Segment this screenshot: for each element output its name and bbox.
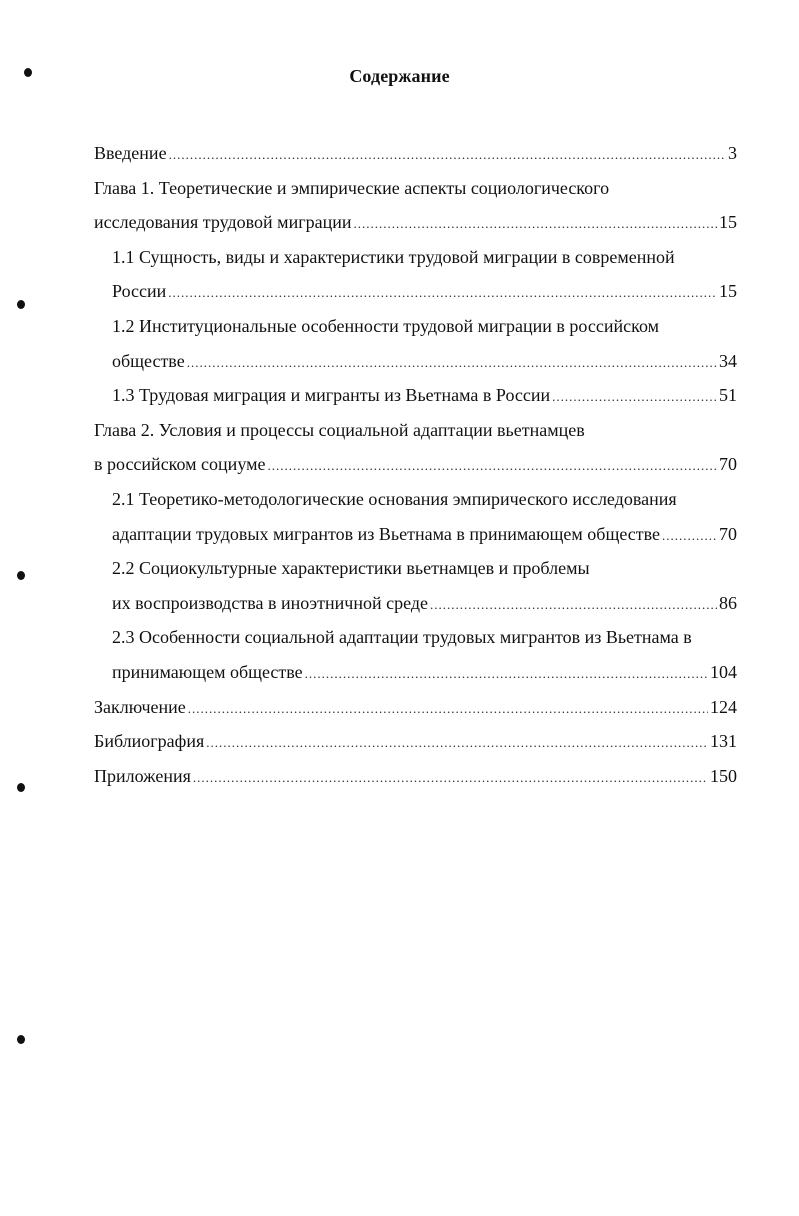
toc-entry-text: в российском социуме [94,454,266,475]
toc-entry-section-2-3-line: 2.3 Особенности социальной адаптации трудовых мигрантов из Вьетнама в [112,627,692,648]
toc-entry-section-2-2 [94,586,737,621]
toc-entry-text: Заключение [94,696,186,717]
toc-entry-text: 1.3 Трудовая миграция и мигранты из Вьетнама в России [112,385,551,406]
toc-page-number: 34 [719,350,737,371]
table-of-contents [94,136,737,793]
toc-entry-section-2-3 [94,655,737,690]
dot-leader [188,692,708,727]
toc-page-number: 15 [719,281,737,302]
toc-page-number: 131 [710,731,737,752]
toc-entry-chapter-1-line: Глава 1. Теоретические и эмпирические аспекты социологического [94,177,610,198]
toc-entry-text: Библиография [94,731,205,752]
toc-entry-bibliography [94,724,737,759]
toc-entry-chapter-1 [94,205,737,240]
toc-entry-text: принимающем обществе [112,661,303,682]
toc-entry-chapter-2 [94,447,737,482]
dot-leader [187,346,717,381]
toc-page-number: 104 [710,661,737,682]
toc-entry-section-2-2-line: 2.2 Социокультурные характеристики вьетнамцев и проблемы [112,558,590,579]
toc-entry-section-1-1 [94,274,737,309]
dot-leader [662,519,717,554]
dot-leader [353,207,717,242]
toc-entry-text: адаптации трудовых мигрантов из Вьетнама в принимающем обществе [112,523,660,544]
dot-leader [168,276,717,311]
binding-hole-mark [17,783,25,792]
toc-entry-text: обществе [112,350,185,371]
binding-hole-mark [17,1035,25,1044]
toc-entry-section-1-1-line: 1.1 Сущность, виды и характеристики трудовой миграции в современной [112,246,675,267]
toc-entry-appendices [94,759,737,794]
toc-page-number: 86 [719,592,737,613]
dot-leader [430,588,717,623]
binding-hole-mark [17,571,25,580]
toc-entry-section-2-1-line: 2.1 Теоретико-методологические основания эмпирического исследования [112,488,677,509]
dot-leader [193,761,708,796]
toc-entry-text: России [112,281,167,302]
toc-entry-text: исследования трудовой миграции [94,212,352,233]
toc-page-number: 51 [719,385,737,406]
dot-leader [305,657,708,692]
toc-entry-conclusion [94,690,737,725]
toc-entry-section-1-3 [94,378,737,413]
dot-leader [267,449,717,484]
dot-leader [552,380,717,415]
binding-hole-mark [17,300,25,309]
toc-entry-introduction [94,136,737,171]
toc-page-number: 3 [728,143,737,163]
toc-page-number: 70 [719,523,737,544]
toc-entry-section-1-2 [94,344,737,379]
toc-entry-section-2-1 [94,517,737,552]
toc-page-number: 124 [710,696,737,717]
toc-entry-text: Приложения [94,765,191,786]
toc-page-number: 150 [710,765,737,786]
toc-page-number: 15 [719,212,737,233]
toc-entry-text: Введение [94,143,167,163]
page-title: Содержание [349,66,450,86]
dot-leader [169,138,726,173]
toc-entry-chapter-2-line: Глава 2. Условия и процессы социальной адаптации вьетнамцев [94,419,585,440]
dot-leader [206,726,708,761]
toc-entry-text: их воспроизводства в иноэтничной среде [112,592,428,613]
toc-page-number: 70 [719,454,737,475]
toc-entry-section-1-2-line: 1.2 Институциональные особенности трудовой миграции в российском [112,315,659,336]
